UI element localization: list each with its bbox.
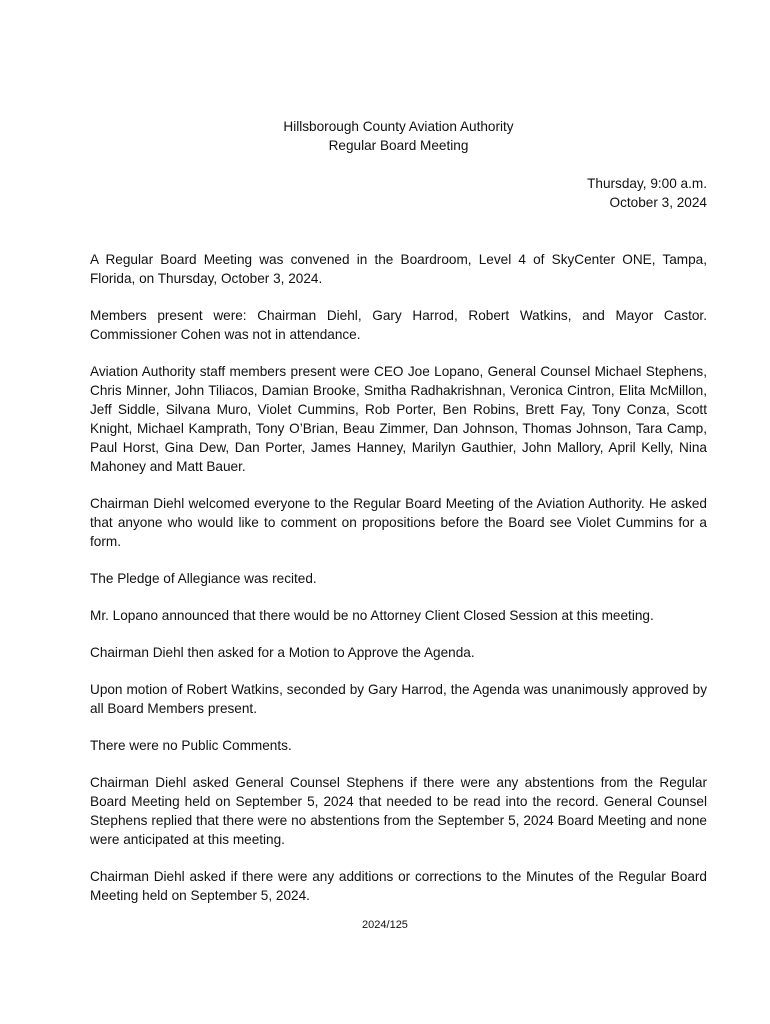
- paragraph-staff-present: Aviation Authority staff members present were CEO Joe Lopano, General Counsel Michael Stephens, Chris Minner, John Tiliacos, Damian Brooke, Smitha Radhakrishnan, Veronica Cintron, Elita McMillon, Jeff Siddle, Silvana Muro, Violet Cummins, Rob Porter, Ben Robins, Brett Fay, Tony Conza, Scott Knight, Michael Kamprath, Tony O’Brian, Beau Zimmer, Dan Johnson, Thomas Johnson, Tara Camp, Paul Horst, Gina Dew, Dan Porter, James Hanney, Marilyn Gauthier, John Mallory, April Kelly, Nina Mahoney and Matt Bauer.: [90, 364, 707, 474]
- paragraph-convened: A Regular Board Meeting was convened in the Boardroom, Level 4 of SkyCenter ONE, Tampa, Florida, on Thursday, October 3, 2024.: [90, 252, 707, 286]
- document-header: [90, 117, 707, 155]
- meeting-title: Regular Board Meeting: [328, 138, 469, 153]
- paragraph-agenda-approved: Upon motion of Robert Watkins, seconded by Gary Harrod, the Agenda was unanimously approved by all Board Members present.: [90, 682, 707, 716]
- meeting-dateline: [90, 174, 707, 212]
- page-number: 2024/125: [362, 919, 408, 931]
- minutes-body: [90, 250, 707, 923]
- paragraph-public-comments: There were no Public Comments.: [90, 738, 292, 753]
- paragraph-members-present: Members present were: Chairman Diehl, Gary Harrod, Robert Watkins, and Mayor Castor. Commissioner Cohen was not in attendance.: [90, 308, 707, 342]
- organization-name: Hillsborough County Aviation Authority: [283, 119, 514, 134]
- paragraph-closed-session: Mr. Lopano announced that there would be no Attorney Client Closed Session at this meeting.: [90, 608, 654, 623]
- paragraph-welcome: Chairman Diehl welcomed everyone to the Regular Board Meeting of the Aviation Authority. He asked that anyone who would like to comment on propositions before the Board see Violet Cummins for a form.: [90, 496, 707, 549]
- paragraph-minutes-corrections: Chairman Diehl asked if there were any additions or corrections to the Minutes of the Regular Board Meeting held on September 5, 2024.: [90, 869, 707, 903]
- meeting-day-time: Thursday, 9:00 a.m.: [587, 176, 707, 191]
- paragraph-pledge: The Pledge of Allegiance was recited.: [90, 571, 317, 586]
- paragraph-agenda-motion: Chairman Diehl then asked for a Motion to Approve the Agenda.: [90, 645, 475, 660]
- meeting-date: October 3, 2024: [609, 195, 707, 210]
- paragraph-abstentions: Chairman Diehl asked General Counsel Stephens if there were any abstentions from the Regular Board Meeting held on September 5, 2024 that needed to be read into the record. General Counsel Stephens replied that there were no abstentions from the September 5, 2024 Board Meeting and none were anticipated at this meeting.: [90, 775, 707, 847]
